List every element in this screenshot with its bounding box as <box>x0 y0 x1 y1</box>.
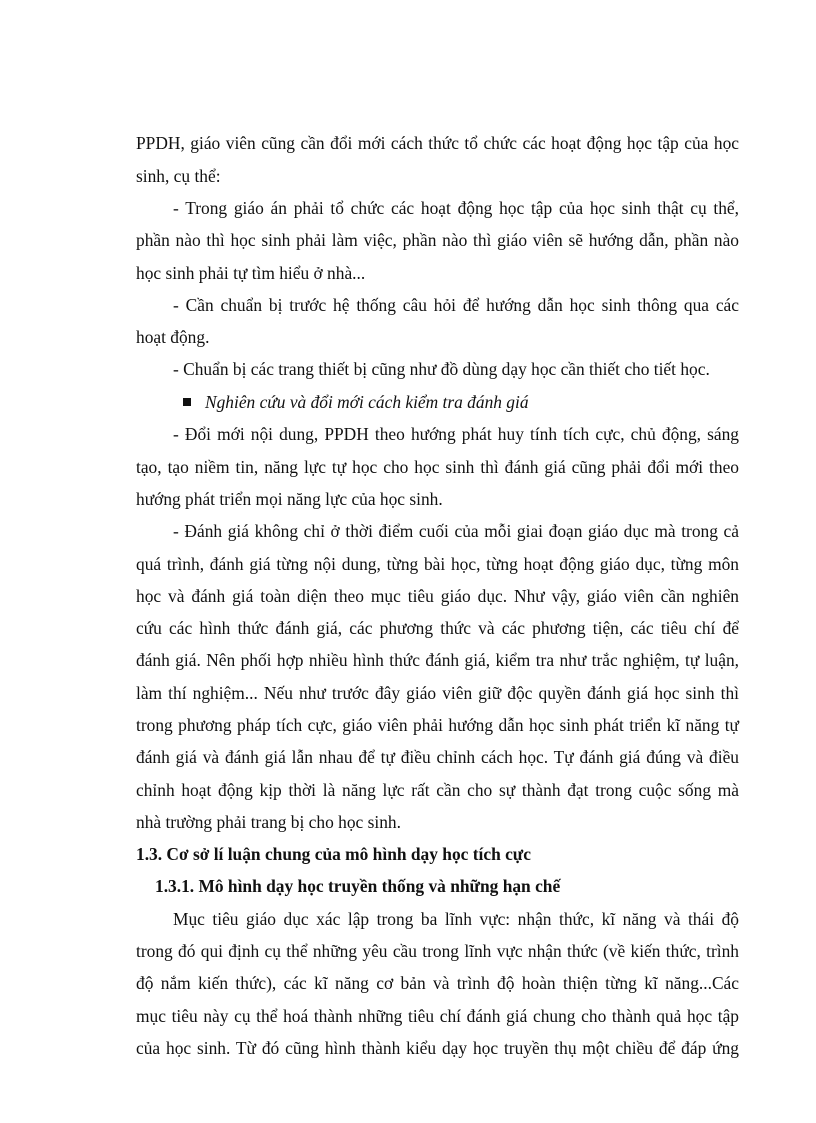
subsection-heading: 1.3.1. Mô hình dạy học truyền thống và những hạn chế <box>155 876 561 896</box>
text-line: - Đổi mới nội dung, PPDH theo hướng phát huy tính tích cực, chủ động, sáng <box>173 424 739 444</box>
text-line: độ nắm kiến thức), các kĩ năng cơ bản và trình độ hoàn thiện từng kĩ năng...Các <box>136 973 739 993</box>
text-line: chỉnh hoạt động kịp thời là năng lực rất cần cho sự thành đạt trong cuộc sống mà <box>136 780 739 800</box>
text-line: cứu các hình thức đánh giá, các phương thức và các phương tiện, các tiêu chí để <box>136 618 739 638</box>
text-line: quá trình, đánh giá từng nội dung, từng bài học, từng hoạt động giáo dục, từng môn <box>136 554 739 574</box>
text-line: - Trong giáo án phải tổ chức các hoạt động học tập của học sinh thật cụ thể, <box>173 198 739 218</box>
text-line: học và đánh giá toàn diện theo mục tiêu giáo dục. Như vậy, giáo viên cần nghiên <box>136 586 739 606</box>
text-line: - Chuẩn bị các trang thiết bị cũng như đồ dùng dạy học cần thiết cho tiết học. <box>173 359 710 379</box>
text-line: học sinh phải tự tìm hiểu ở nhà... <box>136 263 366 283</box>
text-line: - Cần chuẩn bị trước hệ thống câu hỏi để hướng dẫn học sinh thông qua các <box>173 295 739 315</box>
text-line: nhà trường phải trang bị cho học sinh. <box>136 812 401 832</box>
bullet-item <box>183 390 529 414</box>
section-heading: 1.3. Cơ sở lí luận chung của mô hình dạy học tích cực <box>136 844 531 864</box>
text-line: Mục tiêu giáo dục xác lập trong ba lĩnh vực: nhận thức, kĩ năng và thái độ <box>173 909 739 929</box>
text-line: trong phương pháp tích cực, giáo viên phải hướng dẫn học sinh phát triển kĩ năng tự <box>136 715 739 735</box>
text-line: phần nào thì học sinh phải làm việc, phần nào thì giáo viên sẽ hướng dẫn, phần nào <box>136 230 739 250</box>
text-line: của học sinh. Từ đó cũng hình thành kiểu dạy học truyền thụ một chiều để đáp ứng <box>136 1038 739 1058</box>
text-line: PPDH, giáo viên cũng cần đổi mới cách thức tổ chức các hoạt động học tập của học <box>136 133 739 153</box>
square-bullet-icon <box>183 398 191 406</box>
text-line: - Đánh giá không chỉ ở thời điểm cuối của mỗi giai đoạn giáo dục mà trong cả <box>173 521 739 541</box>
text-line: đánh giá. Nên phối hợp nhiều hình thức đánh giá, kiểm tra như trắc nghiệm, tự luận, <box>136 650 739 670</box>
text-line: tạo, tạo niềm tin, năng lực tự học cho học sinh thì đánh giá cũng phải đổi mới theo <box>136 457 739 477</box>
bullet-text: Nghiên cứu và đổi mới cách kiểm tra đánh giá <box>205 392 529 412</box>
text-line: hướng phát triển mọi năng lực của học sinh. <box>136 489 443 509</box>
text-line: hoạt động. <box>136 327 210 347</box>
text-line: đánh giá và đánh giá lẫn nhau để tự điều chỉnh cách học. Tự đánh giá đúng và điều <box>136 747 739 767</box>
text-line: sinh, cụ thể: <box>136 166 221 186</box>
text-line: mục tiêu này cụ thể hoá thành những tiêu chí đánh giá chung cho thành quả học tập <box>136 1006 739 1026</box>
text-line: trong đó qui định cụ thể những yêu cầu trong lĩnh vực nhận thức (về kiến thức, trình <box>136 941 739 961</box>
text-line: làm thí nghiệm... Nếu như trước đây giáo viên giữ độc quyền đánh giá học sinh thì <box>136 683 739 703</box>
